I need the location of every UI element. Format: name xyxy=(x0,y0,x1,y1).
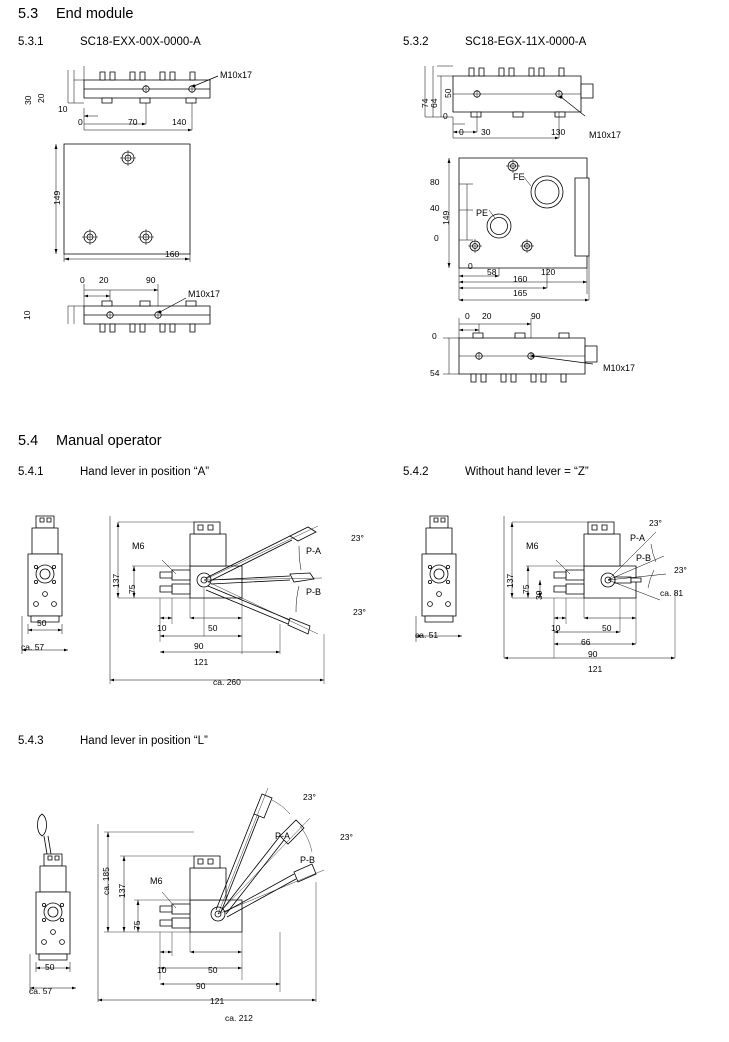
section-number: 5.3 xyxy=(18,6,39,22)
section-heading-5-3 xyxy=(18,6,133,22)
dim-121: 121 xyxy=(588,664,603,674)
dim-30: 30 xyxy=(481,127,491,137)
callout-m10x17: M10x17 xyxy=(220,70,253,80)
dim-10: 10 xyxy=(22,310,32,320)
subsection-heading-5-4-3 xyxy=(18,735,208,747)
dim-90: 90 xyxy=(588,649,598,659)
dim-ca51: ca. 51 xyxy=(415,630,439,640)
dim-160: 160 xyxy=(513,274,528,284)
dim-0: 0 xyxy=(465,311,470,321)
dim-0: 0 xyxy=(78,117,83,127)
thread-m6: M6 xyxy=(526,541,539,551)
dim-90: 90 xyxy=(531,311,541,321)
dim-10: 10 xyxy=(551,623,561,633)
subsection-title: Hand lever in position “A” xyxy=(80,466,210,478)
dim-137: 137 xyxy=(117,883,127,898)
dim-137: 137 xyxy=(505,573,515,588)
dim-160: 160 xyxy=(165,249,180,259)
dim-50: 50 xyxy=(37,618,47,628)
angle-23-top: 23° xyxy=(649,518,662,528)
subsection-title: SC18-EGX-11X-0000-A xyxy=(465,36,587,48)
subsection-heading-5-3-1 xyxy=(18,36,201,48)
dim-30: 30 xyxy=(23,95,33,105)
subsection-number: 5.4.3 xyxy=(18,735,44,747)
section-title: End module xyxy=(56,6,134,22)
dim-70: 70 xyxy=(128,117,138,127)
section-number: 5.4 xyxy=(18,433,39,449)
thread-m6: M6 xyxy=(150,876,163,886)
dim-58: 58 xyxy=(487,267,497,277)
dim-10: 10 xyxy=(58,104,68,114)
dim-40: 40 xyxy=(430,203,440,213)
dim-20: 20 xyxy=(482,311,492,321)
dim-66: 66 xyxy=(581,637,591,647)
subsection-heading-5-4-2 xyxy=(403,466,589,478)
dim-50: 50 xyxy=(208,965,218,975)
port-p-a: P-A xyxy=(275,831,291,841)
dim-137: 137 xyxy=(111,573,121,588)
angle-23-top: 23° xyxy=(303,792,316,802)
callout-m10x17: M10x17 xyxy=(589,130,622,140)
dim-75: 75 xyxy=(132,920,142,930)
dim-39: 39 xyxy=(534,590,544,600)
dim-165: 165 xyxy=(513,288,528,298)
dim-121: 121 xyxy=(194,657,209,667)
dim-149: 149 xyxy=(441,210,451,225)
label-pe: PE xyxy=(476,208,489,218)
callout-m10x17: M10x17 xyxy=(603,363,636,373)
label-fe: FE xyxy=(513,172,525,182)
subsection-number: 5.4.2 xyxy=(403,466,429,478)
dim-ca185: ca. 185 xyxy=(101,867,111,895)
dim-75: 75 xyxy=(127,584,137,594)
subsection-title: SC18-EXX-00X-0000-A xyxy=(80,36,201,48)
port-p-b: P-B xyxy=(300,855,316,865)
dim-20: 20 xyxy=(99,275,109,285)
dim-54: 54 xyxy=(430,368,440,378)
thread-m6: M6 xyxy=(132,541,145,551)
dim-140: 140 xyxy=(172,117,187,127)
dim-0b: 0 xyxy=(468,261,473,271)
dim-10: 10 xyxy=(157,623,167,633)
subsection-number: 5.4.1 xyxy=(18,466,44,478)
dim-149: 149 xyxy=(52,190,62,205)
dim-ca57: ca. 57 xyxy=(21,642,45,652)
callout-m10x17: M10x17 xyxy=(188,289,221,299)
dim-0-v: 0 xyxy=(443,111,448,121)
subsection-number: 5.3.2 xyxy=(403,36,429,48)
port-p-b: P-B xyxy=(636,553,652,563)
dim-90: 90 xyxy=(194,641,204,651)
port-p-b: P-B xyxy=(306,587,322,597)
dim-0: 0 xyxy=(434,233,439,243)
angle-23-top: 23° xyxy=(351,533,364,543)
port-p-a: P-A xyxy=(306,546,322,556)
dim-74: 74 xyxy=(420,98,430,108)
subsection-title: Without hand lever = “Z” xyxy=(465,466,589,478)
angle-23-bottom: 23° xyxy=(674,565,687,575)
dim-20: 20 xyxy=(36,93,46,103)
dim-130: 130 xyxy=(551,127,566,137)
section-heading-5-4 xyxy=(18,433,162,449)
dim-64: 64 xyxy=(429,98,439,108)
dim-90: 90 xyxy=(146,275,156,285)
dim-ca57: ca. 57 xyxy=(29,986,53,996)
dim-75: 75 xyxy=(521,584,531,594)
dim-80: 80 xyxy=(430,177,440,187)
dim-120: 120 xyxy=(541,267,556,277)
dim-0: 0 xyxy=(80,275,85,285)
port-p-a: P-A xyxy=(630,533,646,543)
dim-90: 90 xyxy=(196,981,206,991)
dim-10: 10 xyxy=(157,965,167,975)
dim-ca260: ca. 260 xyxy=(213,677,241,687)
dim-0b: 0 xyxy=(432,331,437,341)
angle-23-bottom: 23° xyxy=(353,607,366,617)
note-ca81: ca. 81 xyxy=(660,588,684,598)
dim-50: 50 xyxy=(45,962,55,972)
subsection-number: 5.3.1 xyxy=(18,36,44,48)
dim-50: 50 xyxy=(443,88,453,98)
dim-50: 50 xyxy=(208,623,218,633)
dim-121: 121 xyxy=(210,996,225,1006)
dim-50: 50 xyxy=(602,623,612,633)
subsection-heading-5-3-2 xyxy=(403,36,586,48)
subsection-title: Hand lever in position “L” xyxy=(80,735,208,747)
angle-23-second: 23° xyxy=(340,832,353,842)
subsection-heading-5-4-1 xyxy=(18,466,209,478)
dim-ca212: ca. 212 xyxy=(225,1013,253,1023)
section-title: Manual operator xyxy=(56,433,162,449)
dim-0: 0 xyxy=(459,127,464,137)
